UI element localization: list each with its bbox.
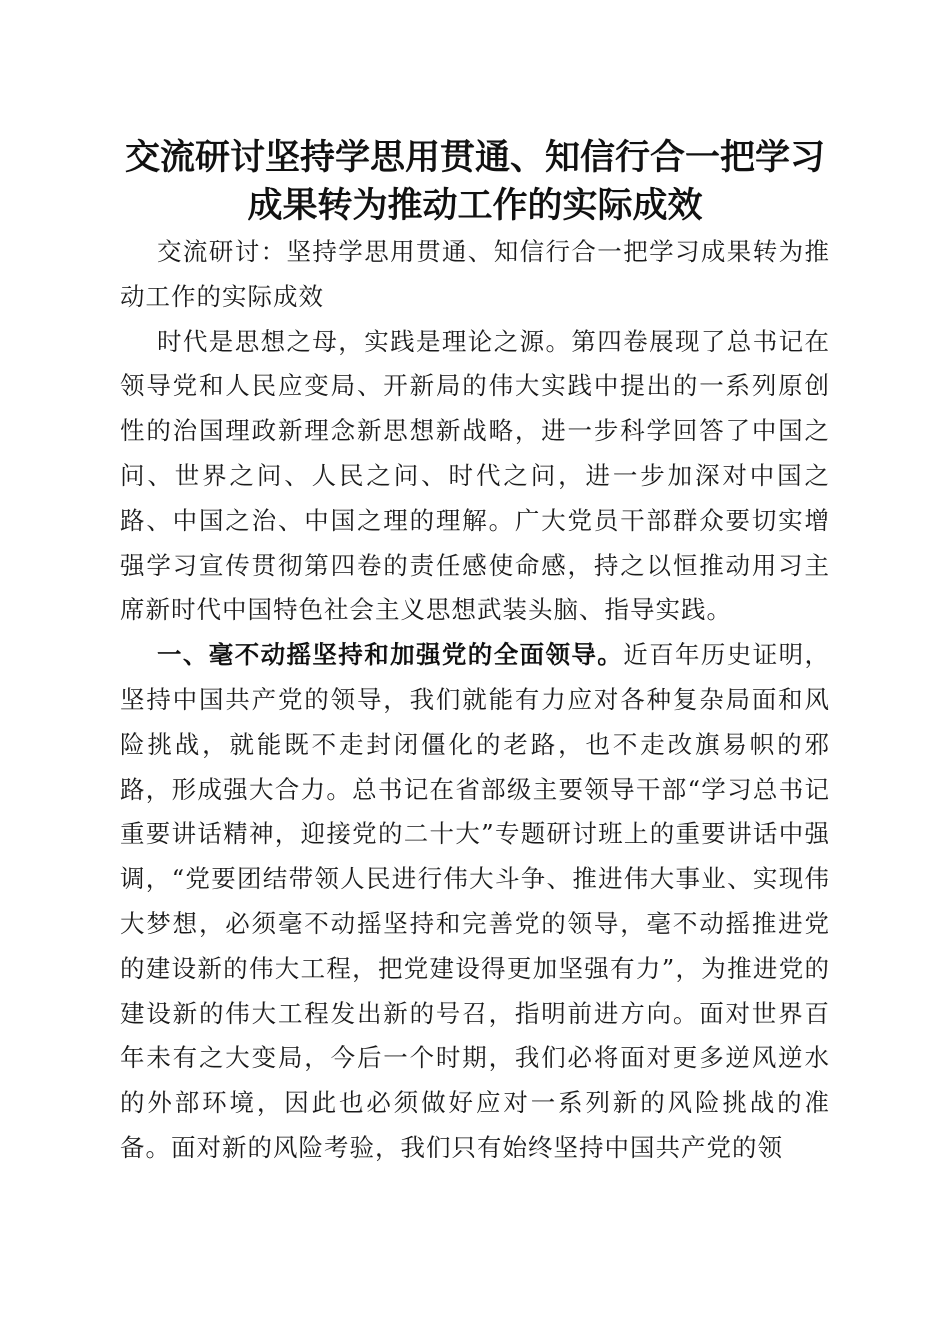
document-title	[100, 134, 850, 230]
subtitle-paragraph: 交流研讨：坚持学思用贯通、知信行合一把学习成果转为推动工作的实际成效	[120, 237, 830, 311]
section-one-heading: 一、毫不动摇坚持和加强党的全面领导。	[157, 640, 624, 670]
intro-paragraph: 时代是思想之母，实践是理论之源。第四卷展现了总书记在领导党和人民应变局、开新局的伟大实践中提出的一系列原创性的治国理政新理念新思想新战略，进一步科学回答了中国之问、世界之问、人民之问、时代之问，进一步加深对中国之路、中国之治、中国之理的理解。广大党员干部群众要切实增强学习宣传贯彻第四卷的责任感使命感，持之以恒推动用习主席新时代中国特色社会主义思想武装头脑、指导实践。	[120, 326, 830, 625]
title-line-2: 成果转为推动工作的实际成效	[247, 185, 703, 226]
section-one-paragraph	[120, 633, 830, 1171]
section-one-body: 近百年历史证明，坚持中国共产党的领导，我们就能有力应对各种复杂局面和风险挑战，就能既不走封闭僵化的老路，也不走改旗易帜的邪路，形成强大合力。总书记在省部级主要领导干部“学习总书记重要讲话精神，迎接党的二十大”专题研讨班上的重要讲话中强调，“党要团结带领人民进行伟大斗争、推进伟大事业、实现伟大梦想，必须毫不动摇坚持和完善党的领导，毫不动摇推进党的建设新的伟大工程，把党建设得更加坚强有力”，为推进党的建设新的伟大工程发出新的号召，指明前进方向。面对世界百年未有之大变局，今后一个时期，我们必将面对更多逆风逆水的外部环境，因此也必须做好应对一系列新的风险挑战的准备。面对新的风险考验，我们只有始终坚持中国共产党的领	[120, 640, 831, 1162]
document-body	[120, 230, 830, 1171]
title-line-1: 交流研讨坚持学思用贯通、知信行合一把学习	[124, 137, 825, 178]
